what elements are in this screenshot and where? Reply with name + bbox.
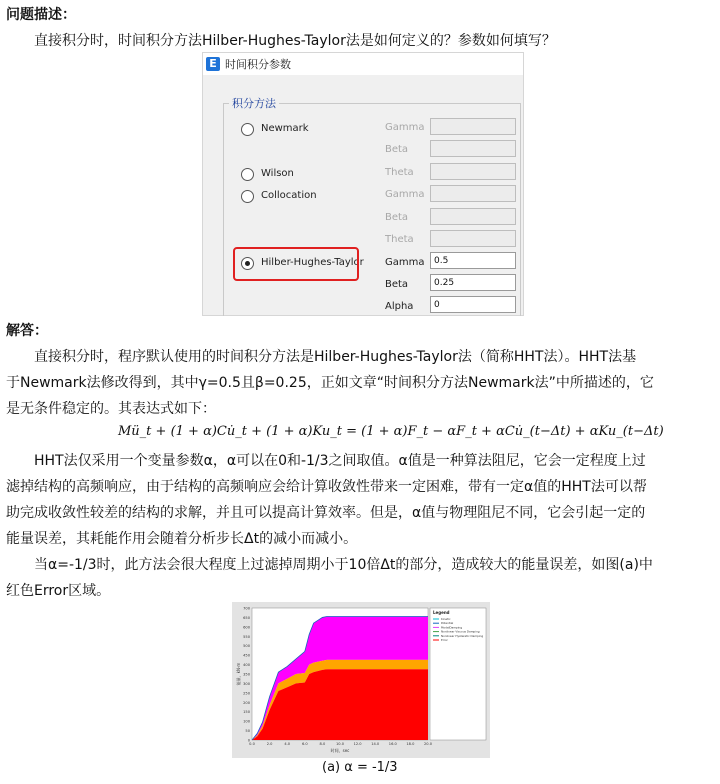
- energy-chart-frame: [232, 602, 490, 758]
- legend-entry: Error: [441, 638, 448, 642]
- param-field-wilson-theta[interactable]: [430, 163, 516, 180]
- answer-p3-line1: 当α=-1/3时，此方法会很大程度上过滤掉周期小于10倍Δt的部分，造成较大的能量误差，如图(a)中: [34, 557, 653, 573]
- y-tick-label: 500: [243, 644, 250, 649]
- question-text: 直接积分时，时间积分方法Hilber-Hughes-Taylor法是如何定义的？参数如何填写？: [34, 33, 556, 49]
- time-integration-dialog: [202, 52, 524, 316]
- param-label-colloc-gamma: Gamma: [385, 189, 425, 200]
- chart-caption: (a) α = -1/3: [322, 760, 398, 775]
- param-field-hht-beta[interactable]: 0.25: [430, 274, 516, 291]
- y-tick-label: 650: [243, 615, 250, 620]
- answer-p2-line4: 能量误差，其耗能作用会随着分析步长Δt的减小而减小。: [6, 531, 358, 547]
- legend-entry: Nonlinear Hysteretic Damping: [441, 633, 484, 638]
- y-axis-label: 能量，kN-m: [236, 662, 241, 686]
- x-tick-label: 2.0: [266, 742, 273, 746]
- legend-entry: Kinetic: [441, 617, 451, 621]
- hht-formula: Mü_t + (1 + α)Cu̇_t + (1 + α)Ku_t = (1 + α)F_t − αF_t + αCu̇_(t−Δt) + αKu_(t−Δt): [118, 424, 664, 439]
- param-field-colloc-gamma[interactable]: [430, 185, 516, 202]
- answer-p2-line1: HHT法仅采用一个变量参数α，α可以在0和-1/3之间取值。α值是一种算法阻尼，它会一定程度上过: [34, 453, 646, 469]
- x-tick-label: 14.0: [371, 742, 380, 746]
- x-tick-label: 0.0: [249, 742, 255, 746]
- legend-entry: Potential: [441, 621, 454, 626]
- dialog-title: 时间积分参数: [225, 58, 291, 71]
- y-tick-label: 200: [243, 700, 250, 705]
- app-icon: E: [206, 57, 220, 71]
- y-tick-label: 150: [243, 710, 250, 715]
- answer-p1-line2: 于Newmark法修改得到，其中γ=0.5且β=0.25，正如文章“时间积分方法Newmark法”中所描述的，它: [6, 375, 654, 391]
- answer-heading: 解答：: [6, 323, 48, 339]
- x-tick-label: 12.0: [353, 742, 362, 746]
- radio-collocation[interactable]: [241, 190, 254, 203]
- param-label-newmark-gamma: Gamma: [385, 122, 425, 133]
- param-field-newmark-beta[interactable]: [430, 140, 516, 157]
- y-tick-label: 50: [245, 729, 250, 734]
- param-field-hht-alpha[interactable]: 0: [430, 296, 516, 313]
- dialog-titlebar: [203, 53, 523, 75]
- x-axis-label: 时间，sec: [330, 748, 350, 753]
- x-tick-label: 10.0: [335, 742, 345, 746]
- answer-p2-line2: 滤掉结构的高频响应，由于结构的高频响应会给计算收敛性带来一定困难，带有一定α值的HHT法可以帮: [6, 479, 647, 495]
- param-field-colloc-theta[interactable]: [430, 230, 516, 247]
- y-tick-label: 600: [243, 625, 250, 630]
- y-tick-label: 300: [243, 681, 250, 686]
- param-label-colloc-beta: Beta: [385, 212, 409, 223]
- highlight-box: [233, 247, 359, 281]
- radio-newmark[interactable]: [241, 123, 254, 136]
- question-heading: 问题描述：: [6, 7, 76, 23]
- legend-entry: Nonlinear Viscous Damping: [441, 629, 480, 634]
- answer-p1-line3: 是无条件稳定的。其表达式如下：: [6, 401, 216, 417]
- x-tick-label: 8.0: [319, 742, 326, 746]
- radio-label-hht: Hilber-Hughes-Taylor: [261, 257, 364, 268]
- param-label-hht-alpha: Alpha: [385, 301, 414, 312]
- answer-p3-line2: 红色Error区域。: [6, 583, 111, 599]
- x-tick-label: 16.0: [388, 742, 397, 746]
- y-tick-label: 100: [243, 719, 250, 724]
- answer-p1-line1: 直接积分时，程序默认使用的时间积分方法是Hilber-Hughes-Taylor法（简称HHT法）。HHT法基: [34, 349, 637, 365]
- radio-label-newmark: Newmark: [261, 123, 309, 134]
- param-label-colloc-theta: Theta: [385, 234, 414, 245]
- radio-label-wilson: Wilson: [261, 168, 294, 179]
- x-tick-label: 18.0: [406, 742, 415, 746]
- legend-entry: ModalDamping: [441, 625, 463, 630]
- x-tick-label: 6.0: [301, 742, 308, 746]
- y-tick-label: 0: [247, 738, 250, 743]
- param-field-hht-gamma[interactable]: 0.5: [430, 252, 516, 269]
- y-tick-label: 450: [243, 653, 250, 658]
- y-tick-label: 550: [243, 634, 250, 639]
- y-tick-label: 250: [243, 691, 250, 696]
- method-group-label: 积分方法: [229, 95, 279, 111]
- legend-title: Legend: [433, 610, 450, 615]
- y-tick-label: 350: [243, 672, 250, 677]
- y-tick-label: 400: [243, 663, 250, 668]
- x-tick-label: 20.0: [423, 742, 433, 746]
- answer-p2-line3: 助完成收敛性较差的结构的求解，并且可以提高计算效率。但是，α值与物理阻尼不同，它会引起一定的: [6, 505, 646, 521]
- energy-chart: [232, 602, 490, 758]
- param-label-hht-gamma: Gamma: [385, 257, 425, 268]
- param-label-wilson-theta: Theta: [385, 167, 414, 178]
- param-label-hht-beta: Beta: [385, 279, 409, 290]
- y-tick-label: 700: [243, 606, 250, 611]
- radio-wilson[interactable]: [241, 168, 254, 181]
- param-field-colloc-beta[interactable]: [430, 208, 516, 225]
- param-label-newmark-beta: Beta: [385, 144, 409, 155]
- x-tick-label: 4.0: [284, 742, 291, 746]
- radio-label-collocation: Collocation: [261, 190, 317, 201]
- param-field-newmark-gamma[interactable]: [430, 118, 516, 135]
